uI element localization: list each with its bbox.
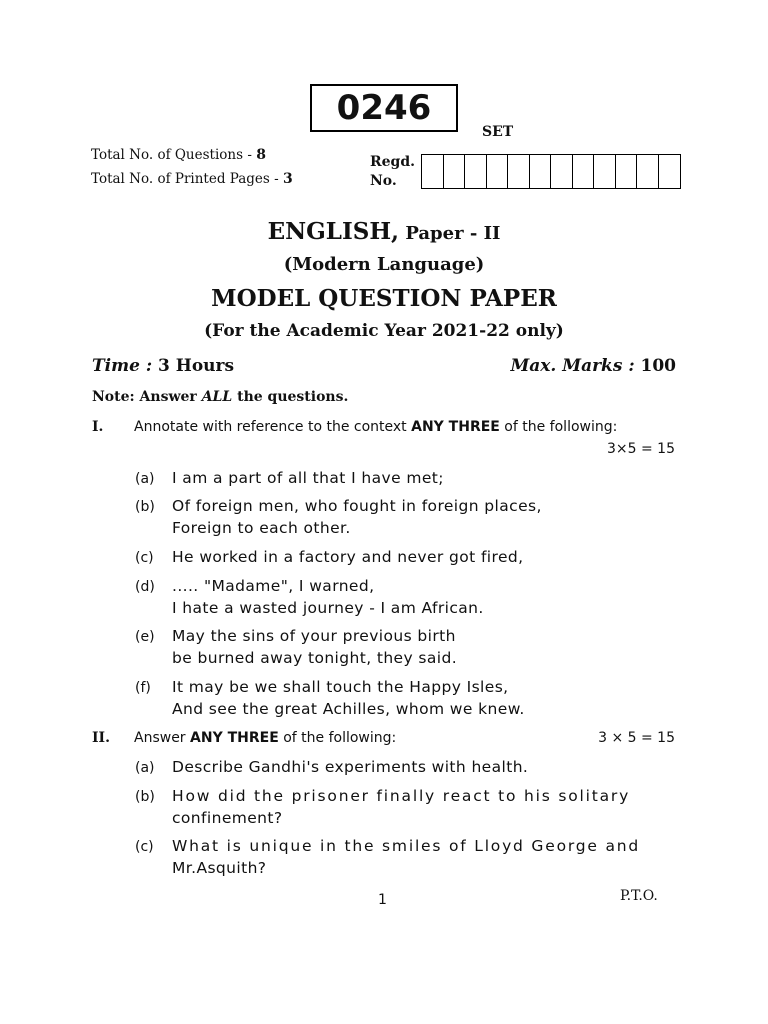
- marks-label: Max. Marks :: [510, 356, 635, 376]
- regd-box: [444, 155, 466, 188]
- page-number: 1: [378, 892, 387, 908]
- item-label: (b): [135, 499, 155, 515]
- question-item: [172, 756, 677, 778]
- item-line: I hate a wasted journey - I am African.: [172, 599, 484, 617]
- regd-box: [616, 155, 638, 188]
- instruction-emphasis: ANY THREE: [190, 730, 279, 746]
- instruction-text: of the following:: [499, 419, 618, 435]
- total-questions: [91, 147, 266, 163]
- regd-box: [551, 155, 573, 188]
- total-pages: [91, 171, 293, 187]
- item-label: (c): [135, 550, 154, 566]
- total-pages-label: Total No. of Printed Pages -: [91, 171, 283, 187]
- regd-box: [659, 155, 681, 188]
- question-item: [172, 625, 677, 669]
- item-line: I am a part of all that I have met;: [172, 469, 444, 487]
- time-allowed: [92, 356, 234, 376]
- instruction-text: of the following:: [278, 730, 397, 746]
- total-questions-label: Total No. of Questions -: [91, 147, 257, 163]
- set-label: SET: [482, 124, 514, 140]
- note-emphasis: ALL: [201, 389, 233, 405]
- time-label: Time :: [92, 356, 153, 376]
- academic-year: (For the Academic Year 2021-22 only): [204, 321, 564, 341]
- regd-box: [530, 155, 552, 188]
- total-pages-value: 3: [283, 171, 293, 187]
- regd-box: [594, 155, 616, 188]
- item-line: And see the great Achilles, whom we knew.: [172, 700, 525, 718]
- question-number: II.: [92, 730, 110, 746]
- total-questions-value: 8: [256, 147, 266, 163]
- regd-box: [508, 155, 530, 188]
- regd-box: [573, 155, 595, 188]
- item-line: How did the prisoner finally react to his solitary: [172, 787, 631, 805]
- item-line: He worked in a factory and never got fired,: [172, 548, 524, 566]
- item-label: (f): [135, 680, 151, 696]
- item-line: May the sins of your previous birth: [172, 627, 456, 645]
- item-line: Mr.Asquith?: [172, 859, 267, 877]
- question-item: [172, 575, 677, 619]
- max-marks: [510, 356, 676, 376]
- regd-no-boxes: [421, 154, 681, 189]
- language-subtitle: (Modern Language): [283, 254, 485, 275]
- subject-title: [0, 218, 768, 245]
- time-value: 3 Hours: [152, 356, 235, 376]
- item-line: Describe Gandhi's experiments with health.: [172, 758, 529, 776]
- regd-box: [637, 155, 659, 188]
- instruction-text: Answer: [134, 730, 191, 746]
- regd-no-label: [370, 153, 415, 191]
- pto-label: P.T.O.: [620, 888, 658, 904]
- question-item: [172, 835, 677, 879]
- question-item: [172, 467, 677, 489]
- instruction-note: [92, 389, 348, 405]
- regd-label-line1: Regd.: [370, 154, 415, 170]
- instruction-text: Annotate with reference to the context: [134, 419, 412, 435]
- question-marks: 3×5 = 15: [607, 441, 675, 457]
- paper-code: 0246: [310, 84, 458, 132]
- item-line: confinement?: [172, 809, 283, 827]
- regd-box: [465, 155, 487, 188]
- marks-value: 100: [634, 356, 676, 376]
- note-suffix: the questions.: [232, 389, 349, 405]
- regd-label-line2: No.: [370, 173, 397, 189]
- item-label: (e): [135, 629, 155, 645]
- question-marks: 3 × 5 = 15: [598, 730, 675, 746]
- item-line: Of foreign men, who fought in foreign places,: [172, 497, 542, 515]
- item-label: (a): [135, 471, 155, 487]
- instruction-emphasis: ANY THREE: [411, 419, 500, 435]
- question-item: [172, 785, 677, 829]
- regd-box: [422, 155, 444, 188]
- item-label: (d): [135, 579, 155, 595]
- item-line: Foreign to each other.: [172, 519, 351, 537]
- note-prefix: Note: Answer: [92, 389, 202, 405]
- question-item: [172, 546, 677, 568]
- item-line: It may be we shall touch the Happy Isles,: [172, 678, 509, 696]
- question-number: I.: [92, 419, 104, 435]
- question-item: [172, 495, 677, 539]
- paper-heading: MODEL QUESTION PAPER: [211, 285, 557, 312]
- item-line: What is unique in the smiles of Lloyd George and: [172, 837, 641, 855]
- regd-box: [487, 155, 509, 188]
- question-item: [172, 676, 677, 720]
- item-line: be burned away tonight, they said.: [172, 649, 458, 667]
- item-line: ..... "Madame", I warned,: [172, 577, 375, 595]
- item-label: (c): [135, 839, 154, 855]
- item-label: (b): [135, 789, 155, 805]
- item-label: (a): [135, 760, 155, 776]
- paper-number: Paper - II: [399, 223, 501, 244]
- subject-name: ENGLISH,: [267, 218, 400, 245]
- question-instruction: [134, 419, 617, 435]
- question-instruction: [134, 730, 396, 746]
